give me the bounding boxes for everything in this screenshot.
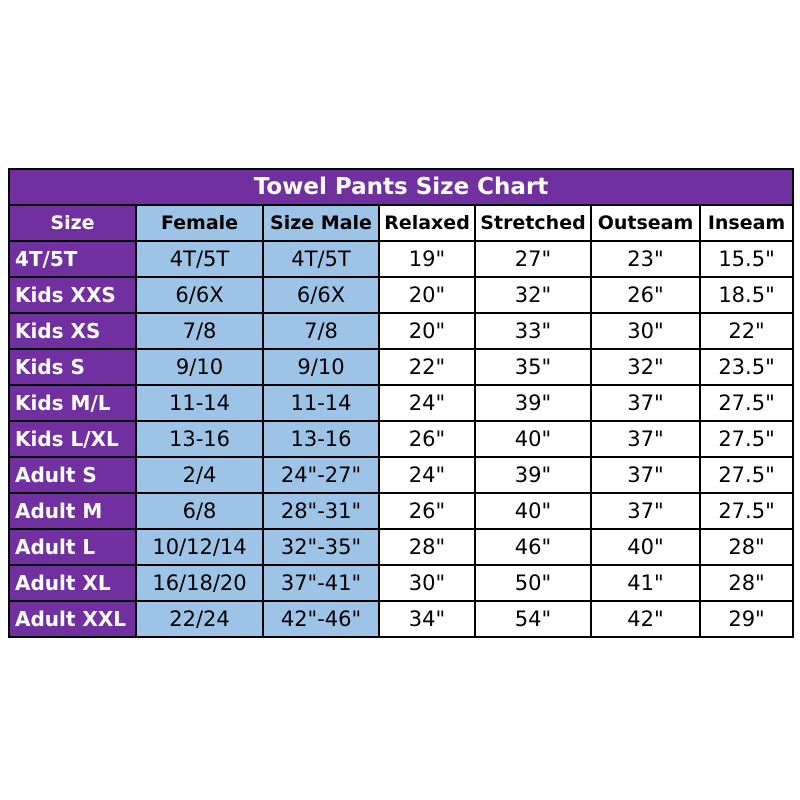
table-row <box>9 457 793 493</box>
size-male-cell: 28"-31" <box>263 493 379 529</box>
female-cell: 16/18/20 <box>136 565 263 601</box>
table-row <box>9 385 793 421</box>
table-row <box>9 241 793 277</box>
inseam-cell: 15.5" <box>700 241 793 277</box>
size-cell: Kids L/XL <box>9 421 136 457</box>
table-row <box>9 349 793 385</box>
size-male-cell: 7/8 <box>263 313 379 349</box>
outseam-cell: 37" <box>591 493 700 529</box>
inseam-cell: 28" <box>700 565 793 601</box>
size-male-cell: 42"-46" <box>263 601 379 637</box>
header-row <box>9 205 793 241</box>
stretched-cell: 50" <box>475 565 591 601</box>
relaxed-cell: 19" <box>379 241 475 277</box>
female-cell: 6/6X <box>136 277 263 313</box>
size-chart-container <box>8 168 792 638</box>
column-header-female: Female <box>136 205 263 241</box>
table-row <box>9 313 793 349</box>
table-row <box>9 421 793 457</box>
stretched-cell: 35" <box>475 349 591 385</box>
female-cell: 10/12/14 <box>136 529 263 565</box>
size-male-cell: 32"-35" <box>263 529 379 565</box>
stretched-cell: 40" <box>475 421 591 457</box>
female-cell: 4T/5T <box>136 241 263 277</box>
outseam-cell: 37" <box>591 421 700 457</box>
column-header-size-male: Size Male <box>263 205 379 241</box>
column-header-size: Size <box>9 205 136 241</box>
size-male-cell: 37"-41" <box>263 565 379 601</box>
outseam-cell: 37" <box>591 385 700 421</box>
relaxed-cell: 26" <box>379 493 475 529</box>
female-cell: 11-14 <box>136 385 263 421</box>
stretched-cell: 40" <box>475 493 591 529</box>
stretched-cell: 33" <box>475 313 591 349</box>
relaxed-cell: 24" <box>379 457 475 493</box>
size-male-cell: 24"-27" <box>263 457 379 493</box>
relaxed-cell: 28" <box>379 529 475 565</box>
title-row <box>9 169 793 205</box>
stretched-cell: 54" <box>475 601 591 637</box>
size-cell: Kids XS <box>9 313 136 349</box>
inseam-cell: 18.5" <box>700 277 793 313</box>
size-cell: Adult XXL <box>9 601 136 637</box>
size-cell: Adult M <box>9 493 136 529</box>
size-cell: 4T/5T <box>9 241 136 277</box>
table-row <box>9 529 793 565</box>
inseam-cell: 27.5" <box>700 457 793 493</box>
stretched-cell: 39" <box>475 385 591 421</box>
size-male-cell: 4T/5T <box>263 241 379 277</box>
relaxed-cell: 22" <box>379 349 475 385</box>
outseam-cell: 30" <box>591 313 700 349</box>
size-cell: Adult XL <box>9 565 136 601</box>
stretched-cell: 32" <box>475 277 591 313</box>
size-cell: Kids M/L <box>9 385 136 421</box>
stretched-cell: 27" <box>475 241 591 277</box>
column-header-outseam: Outseam <box>591 205 700 241</box>
table-row <box>9 277 793 313</box>
outseam-cell: 37" <box>591 457 700 493</box>
outseam-cell: 40" <box>591 529 700 565</box>
outseam-cell: 42" <box>591 601 700 637</box>
female-cell: 7/8 <box>136 313 263 349</box>
inseam-cell: 29" <box>700 601 793 637</box>
inseam-cell: 27.5" <box>700 493 793 529</box>
size-male-cell: 6/6X <box>263 277 379 313</box>
inseam-cell: 28" <box>700 529 793 565</box>
stretched-cell: 46" <box>475 529 591 565</box>
size-cell: Kids S <box>9 349 136 385</box>
outseam-cell: 41" <box>591 565 700 601</box>
female-cell: 22/24 <box>136 601 263 637</box>
column-header-relaxed: Relaxed <box>379 205 475 241</box>
column-header-inseam: Inseam <box>700 205 793 241</box>
table-row <box>9 565 793 601</box>
size-male-cell: 13-16 <box>263 421 379 457</box>
female-cell: 2/4 <box>136 457 263 493</box>
inseam-cell: 23.5" <box>700 349 793 385</box>
outseam-cell: 23" <box>591 241 700 277</box>
inseam-cell: 22" <box>700 313 793 349</box>
relaxed-cell: 30" <box>379 565 475 601</box>
relaxed-cell: 20" <box>379 277 475 313</box>
table-row <box>9 601 793 637</box>
chart-title: Towel Pants Size Chart <box>9 169 793 205</box>
table-row <box>9 493 793 529</box>
column-header-stretched: Stretched <box>475 205 591 241</box>
size-cell: Adult S <box>9 457 136 493</box>
female-cell: 13-16 <box>136 421 263 457</box>
inseam-cell: 27.5" <box>700 385 793 421</box>
size-male-cell: 11-14 <box>263 385 379 421</box>
relaxed-cell: 24" <box>379 385 475 421</box>
relaxed-cell: 34" <box>379 601 475 637</box>
size-chart-table <box>8 168 794 638</box>
table-body <box>9 241 793 637</box>
female-cell: 6/8 <box>136 493 263 529</box>
size-male-cell: 9/10 <box>263 349 379 385</box>
size-cell: Kids XXS <box>9 277 136 313</box>
stretched-cell: 39" <box>475 457 591 493</box>
female-cell: 9/10 <box>136 349 263 385</box>
outseam-cell: 32" <box>591 349 700 385</box>
outseam-cell: 26" <box>591 277 700 313</box>
size-cell: Adult L <box>9 529 136 565</box>
relaxed-cell: 20" <box>379 313 475 349</box>
inseam-cell: 27.5" <box>700 421 793 457</box>
relaxed-cell: 26" <box>379 421 475 457</box>
